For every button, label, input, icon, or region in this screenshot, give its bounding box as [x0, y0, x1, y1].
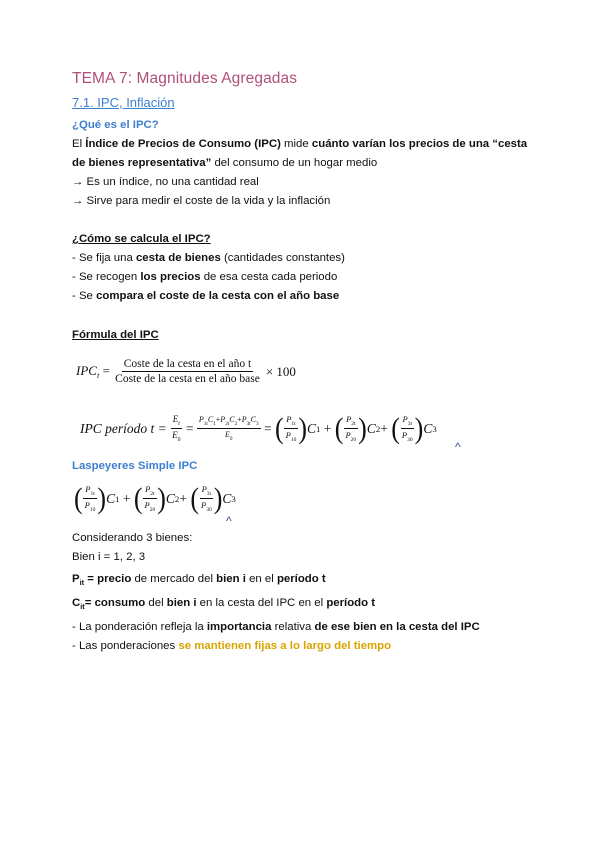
ipc-numerator: Coste de la cesta en el año t [123, 358, 252, 370]
step-line-2: - Se recogen los precios de esa cesta cada periodo [72, 271, 338, 283]
pit-definition: $P_{it}$ = precio de mercado del bien i en el período t [72, 573, 326, 587]
considering-line: Considerando 3 bienes: [72, 532, 193, 544]
laspeyres-formula: ( $\frac{P_{1t}}{P_{10}}$ ) C 1 + ( $\frac{P_{2t}}{P_{20}}$ ) C 2 + ( $\frac{P_{3t}}{P_{30}}$ ) C 3 [74, 481, 236, 515]
step-line-3: - Se compara el coste de la cesta con el año base [72, 290, 340, 302]
ponderacion-line-2: - Las ponderaciones se mantienen fijas a lo largo del tiempo [72, 640, 392, 652]
ipc-periodo-formula: IPC período t = $\frac{E_t}{E_0}$ = $\frac{P_{1t}C_1+P_{2t}C_2+P_{3t}C_3}{E_0}$ = ( $\frac{P_{1t}}{P_{10}}$ ) C 1 + ( $\frac{P_{2t}}{P_{20}}$ ) C 2 + ( $\frac{P_{3t}}{P_{30}}$ ) C 3 [80, 411, 437, 445]
ipc-denominator: Coste de la cesta en el año base [115, 373, 260, 385]
step-line-1: - Se fija una cesta de bienes (cantidades constantes) [72, 252, 345, 264]
page-title: TEMA 7: Magnitudes Agregadas [72, 70, 298, 87]
highlighted-phrase: se mantienen fijas a lo largo del tiempo [178, 640, 392, 652]
definition-line-1: El Índice de Precios de Consumo (IPC) mide cuánto varían los precios de una “cesta [72, 138, 528, 150]
ipc-times-100: × 100 [265, 363, 296, 379]
bullet-indice: → Es un índice, no una cantidad real [72, 176, 259, 188]
bullet-coste-vida: → Sirve para medir el coste de la vida y la inflación [72, 195, 331, 207]
cit-definition: $C_{it}=$ consumo del bien i en la cesta del IPC en el período t [72, 597, 376, 611]
formula-heading: Fórmula del IPC [72, 329, 159, 341]
bien-line: Bien i = 1, 2, 3 [72, 551, 146, 563]
ipc-formula: $IPC_t$ = $\frac{\text{Coste de la cesta en el año t}}{\text{Coste de la cesta en el año base}}$ × 100 [76, 358, 296, 385]
caret-mark-2: ^ [226, 514, 232, 528]
caret-mark-1: ^ [455, 440, 461, 454]
question-heading-que-es: ¿Qué es el IPC? [72, 119, 159, 131]
question-heading-como-calcula: ¿Cómo se calcula el IPC? [72, 233, 211, 245]
section-heading: 7.1. IPC, Inflación [72, 95, 175, 110]
definition-line-2: de bienes representativa” del consumo de un hogar medio [72, 157, 378, 169]
long-numerator: $P_{1t}C_1+P_{2t}C_2+P_{3t}C_3$ [198, 415, 259, 427]
ponderacion-line-1: - La ponderación refleja la importancia relativa de ese bien en la cesta del IPC [72, 621, 480, 633]
laspeyres-heading: Laspeyeres Simple IPC [72, 460, 198, 472]
